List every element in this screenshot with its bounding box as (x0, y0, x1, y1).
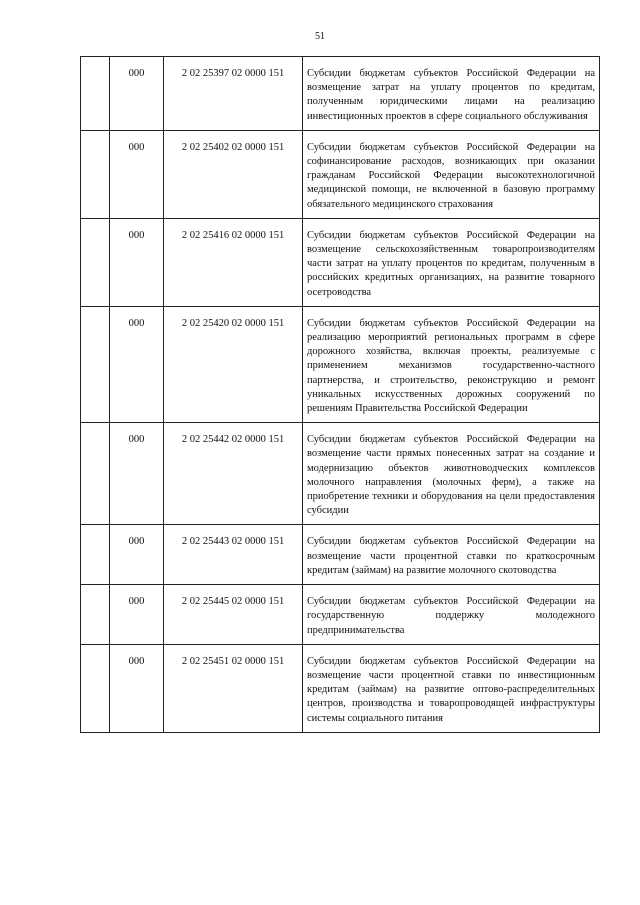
table-row (81, 306, 600, 422)
blank-cell (81, 644, 110, 732)
description-cell: Субсидии бюджетам субъектов Российской Федерации на реализацию мероприятий региональных программ в сфере дорожного хозяйства, включая проекты, реализуемые с применением механизмов государственно-частного партнерства, и строительство, реконструкцию и ремонт уникальных искусственных дорожных сооружений по решениям Правительства Российской Федерации (303, 306, 600, 422)
table-row (81, 644, 600, 732)
budget-code-cell: 2 02 25443 02 0000 151 (164, 525, 303, 585)
table-body (81, 57, 600, 733)
budget-code-cell: 2 02 25397 02 0000 151 (164, 57, 303, 131)
description-cell: Субсидии бюджетам субъектов Российской Федерации на возмещение части процентной ставки по инвестиционным кредитам (займам) на развитие оптово-распределительных центров, производства и товаропроводящей инфраструктуры системы социального питания (303, 644, 600, 732)
budget-code-cell: 2 02 25451 02 0000 151 (164, 644, 303, 732)
table-row (81, 585, 600, 645)
blank-cell (81, 585, 110, 645)
description-cell: Субсидии бюджетам субъектов Российской Федерации на возмещение части прямых понесенных затрат на создание и модернизацию объектов животноводческих комплексов молочного направления (молочных ферм), а также на приобретение техники и оборудования на цели предоставления субсидии (303, 423, 600, 525)
admin-code-cell: 000 (110, 644, 164, 732)
description-cell: Субсидии бюджетам субъектов Российской Федерации на государственную поддержку молодежного предпринимательства (303, 585, 600, 645)
admin-code-cell: 000 (110, 306, 164, 422)
table-row (81, 423, 600, 525)
admin-code-cell: 000 (110, 423, 164, 525)
table-row (81, 57, 600, 131)
table-row (81, 218, 600, 306)
blank-cell (81, 306, 110, 422)
budget-code-cell: 2 02 25416 02 0000 151 (164, 218, 303, 306)
budget-classification-table (80, 56, 600, 733)
admin-code-cell: 000 (110, 130, 164, 218)
description-cell: Субсидии бюджетам субъектов Российской Федерации на возмещение затрат на уплату процентов по кредитам, полученным юридическими лицами на реализацию инвестиционных проектов в сфере социального обслуживания (303, 57, 600, 131)
budget-code-cell: 2 02 25445 02 0000 151 (164, 585, 303, 645)
budget-code-cell: 2 02 25420 02 0000 151 (164, 306, 303, 422)
table-row (81, 525, 600, 585)
description-cell: Субсидии бюджетам субъектов Российской Федерации на софинансирование расходов, возникающих при оказании гражданам Российской Федерации высокотехнологичной медицинской помощи, не включенной в базовую программу обязательного медицинского страхования (303, 130, 600, 218)
admin-code-cell: 000 (110, 585, 164, 645)
blank-cell (81, 423, 110, 525)
admin-code-cell: 000 (110, 218, 164, 306)
admin-code-cell: 000 (110, 57, 164, 131)
budget-code-cell: 2 02 25442 02 0000 151 (164, 423, 303, 525)
description-cell: Субсидии бюджетам субъектов Российской Федерации на возмещение сельскохозяйственным товаропроизводителям части затрат на уплату процентов по кредитам, полученным в российских кредитных организациях, на развитие товарного осетроводства (303, 218, 600, 306)
budget-code-cell: 2 02 25402 02 0000 151 (164, 130, 303, 218)
table-row (81, 130, 600, 218)
description-cell: Субсидии бюджетам субъектов Российской Федерации на возмещение части процентной ставки по краткосрочным кредитам (займам) на развитие молочного скотоводства (303, 525, 600, 585)
blank-cell (81, 130, 110, 218)
blank-cell (81, 525, 110, 585)
blank-cell (81, 218, 110, 306)
admin-code-cell: 000 (110, 525, 164, 585)
blank-cell (81, 57, 110, 131)
page-number: 51 (315, 31, 325, 42)
